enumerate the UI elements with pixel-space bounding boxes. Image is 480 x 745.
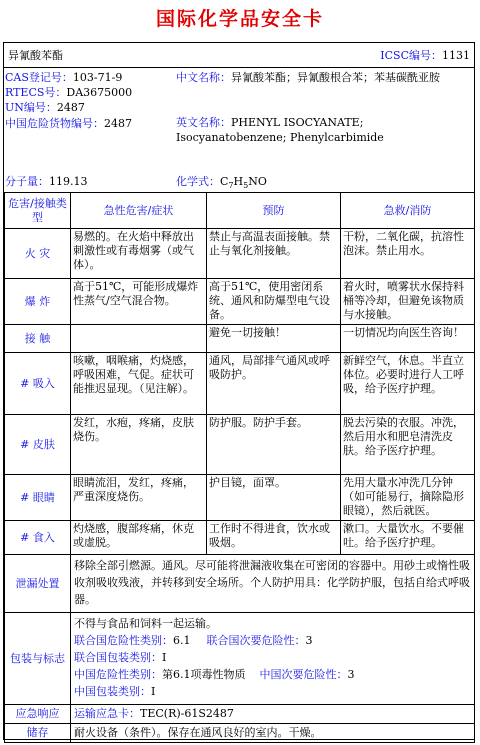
row-firstaid: 一切情况均向医生咨询！	[341, 325, 475, 353]
row-firstaid: 着火时，喷雾状水保持料桶等冷却，但避免该物质与水接触。	[341, 279, 475, 325]
row-prevention: 禁止与高温表面接触。禁止与氧化剂接触。	[207, 229, 341, 279]
un-value: 2487	[56, 101, 85, 114]
storage-row	[5, 724, 475, 743]
spill-text: 移除全部引燃源。通风。尽可能将泄漏液收集在可密闭的容器中。用砂土或惰性吸收剂吸收残液，并转移到安全场所。个人防护用具：化学防护服，包括自给式呼吸器。	[71, 555, 475, 613]
row-firstaid: 脱去污染的衣服。冲洗，然后用水和肥皂清洗皮肤。给予医疗护理。	[341, 415, 475, 475]
mw-label: 分子量：	[5, 175, 49, 188]
table-row	[5, 415, 475, 475]
cn-danger-value: 2487	[104, 117, 132, 130]
pack-un-pack-line	[74, 649, 471, 666]
cn-pack-value: I	[151, 685, 156, 698]
row-label-inhalation: # 吸入	[5, 353, 71, 415]
un-pack-value: I	[162, 651, 167, 664]
table-row	[5, 229, 475, 279]
row-label-contact: 接 触	[5, 325, 71, 353]
storage-label: 储存	[5, 724, 71, 743]
emergency-card-label: 运输应急卡：	[74, 707, 140, 720]
row-hazard	[71, 325, 207, 353]
row-label-ingestion: # 食入	[5, 521, 71, 555]
substance-name: 异氰酸苯酯	[8, 49, 63, 62]
row-prevention: 防护服。防护手套。	[207, 415, 341, 475]
row-firstaid: 漱口。大量饮水。不要催吐。给予医疗护理。	[341, 521, 475, 555]
emergency-content	[71, 705, 475, 724]
row-prevention: 通风，局部排气通风或呼吸防护。	[207, 353, 341, 415]
row-label-explosion: 爆 炸	[5, 279, 71, 325]
pack-label: 包装与标志	[5, 613, 71, 705]
un-line	[5, 100, 85, 115]
en-name-value: PHENYL ISOCYANATE; Isocyanatobenzene; Phenylcarbimide	[176, 116, 384, 144]
spill-label: 泄漏处置	[5, 555, 71, 613]
row-firstaid: 先用大量水冲洗几分钟（如可能易行，摘除隐形眼镜），然后就医。	[341, 475, 475, 521]
formula-h-count: 5	[243, 181, 249, 191]
cas-label: CAS登记号：	[5, 71, 73, 84]
row-hazard: 灼烧感，腹部疼痛，休克或虚脱。	[71, 521, 207, 555]
row-hazard: 发红，水疱，疼痛，皮肤烧伤。	[71, 415, 207, 475]
rtecs-line	[5, 85, 132, 100]
storage-text: 耐火设备（条件）。保存在通风良好的室内。干燥。	[71, 724, 475, 743]
row-prevention: 工作时不得进食，饮水或吸烟。	[207, 521, 341, 555]
formula-c: C	[220, 175, 229, 188]
un-label: UN编号：	[5, 101, 57, 114]
cn-name-label: 中文名称：	[176, 71, 231, 84]
header-hazard: 急性危害/症状	[71, 193, 207, 229]
cn-sub-label: 中国次要危险性：	[259, 668, 348, 681]
cn-danger-label: 中国危险货物编号：	[5, 117, 104, 130]
pack-content	[71, 613, 475, 705]
row-hazard: 高于51℃，可能形成爆炸性蒸气/空气混合物。	[71, 279, 207, 325]
icsc-value: 1131	[442, 49, 470, 62]
table-row	[5, 325, 475, 353]
header-firstaid: 急救/消防	[341, 193, 475, 229]
formula-h: H	[233, 175, 244, 188]
pack-un-class-line	[74, 632, 471, 649]
pack-cn-class-line	[74, 666, 471, 683]
un-pack-label: 联合国包装类别：	[74, 651, 162, 664]
un-sub-value: 3	[305, 634, 313, 647]
emergency-card-value: TEC(R)-61S2487	[140, 707, 234, 720]
cn-sub-value: 3	[347, 668, 355, 681]
cn-name-value: 异氰酸苯酯；异氰酸根合苯；苯基碳酰亚胺	[231, 71, 440, 84]
spill-row	[5, 555, 475, 613]
table-row	[5, 521, 475, 555]
icsc-label: ICSC编号：	[380, 49, 442, 62]
cn-name-line	[176, 70, 470, 85]
cn-class-value: 第6.1项毒性物质	[162, 668, 246, 681]
table-row	[5, 353, 475, 415]
row-hazard: 易燃的。在火焰中释放出刺激性或有毒烟雾（或气体）。	[71, 229, 207, 279]
cas-value: 103-71-9	[72, 71, 123, 84]
formula-label: 化学式：	[176, 175, 220, 188]
pack-cn-pack-line	[74, 683, 471, 700]
emergency-label: 应急响应	[5, 705, 71, 724]
table-row	[5, 475, 475, 521]
formula-rest: NO	[248, 175, 267, 188]
divider	[4, 67, 474, 68]
card-title: 国际化学品安全卡	[155, 8, 324, 30]
pack-row	[5, 613, 475, 705]
hazard-table	[4, 192, 475, 743]
row-label-fire: 火 灾	[5, 229, 71, 279]
cn-pack-label: 中国包装类别：	[74, 685, 151, 698]
header-type: 危害/接触类型	[5, 193, 71, 229]
row-firstaid: 干粉，二氧化碳，抗溶性泡沫。禁止用水。	[341, 229, 475, 279]
formula-c-count: 7	[228, 181, 234, 191]
mw-value: 119.13	[49, 175, 88, 188]
row-label-skin: # 皮肤	[5, 415, 71, 475]
un-class-label: 联合国危险性类别：	[74, 634, 173, 647]
en-name-label: 英文名称：	[176, 116, 231, 129]
un-sub-label: 联合国次要危险性：	[206, 634, 306, 647]
cn-danger-line	[5, 116, 132, 131]
en-name-line	[176, 115, 470, 145]
formula-line	[176, 174, 267, 193]
row-prevention: 护目镜，面罩。	[207, 475, 341, 521]
table-row	[5, 279, 475, 325]
pack-line1: 不得与食品和饲料一起运输。	[74, 617, 217, 630]
row-firstaid: 新鲜空气，休息。半直立体位。必要时进行人工呼吸，给予医疗护理。	[341, 353, 475, 415]
rtecs-label: RTECS号：	[5, 86, 67, 99]
table-header-row	[5, 193, 475, 229]
cn-class-label: 中国危险性类别：	[74, 668, 162, 681]
row-label-eyes: # 眼睛	[5, 475, 71, 521]
rtecs-value: DA3675000	[66, 86, 133, 99]
row-hazard: 眼睛流泪，发红，疼痛，严重深度烧伤。	[71, 475, 207, 521]
emergency-row	[5, 705, 475, 724]
card-frame	[3, 42, 475, 740]
header-prevention: 预防	[207, 193, 341, 229]
icsc-number	[380, 48, 470, 63]
un-class-value: 6.1	[173, 634, 191, 647]
mw-line	[5, 174, 88, 189]
row-prevention: 高于51℃，使用密闭系统、通风和防爆型电气设备。	[207, 279, 341, 325]
row-hazard: 咳嗽，咽喉痛，灼烧感，呼吸困难，气促。症状可能推迟显现。（见注解）。	[71, 353, 207, 415]
row-prevention: 避免一切接触！	[207, 325, 341, 353]
cas-line	[5, 70, 122, 85]
